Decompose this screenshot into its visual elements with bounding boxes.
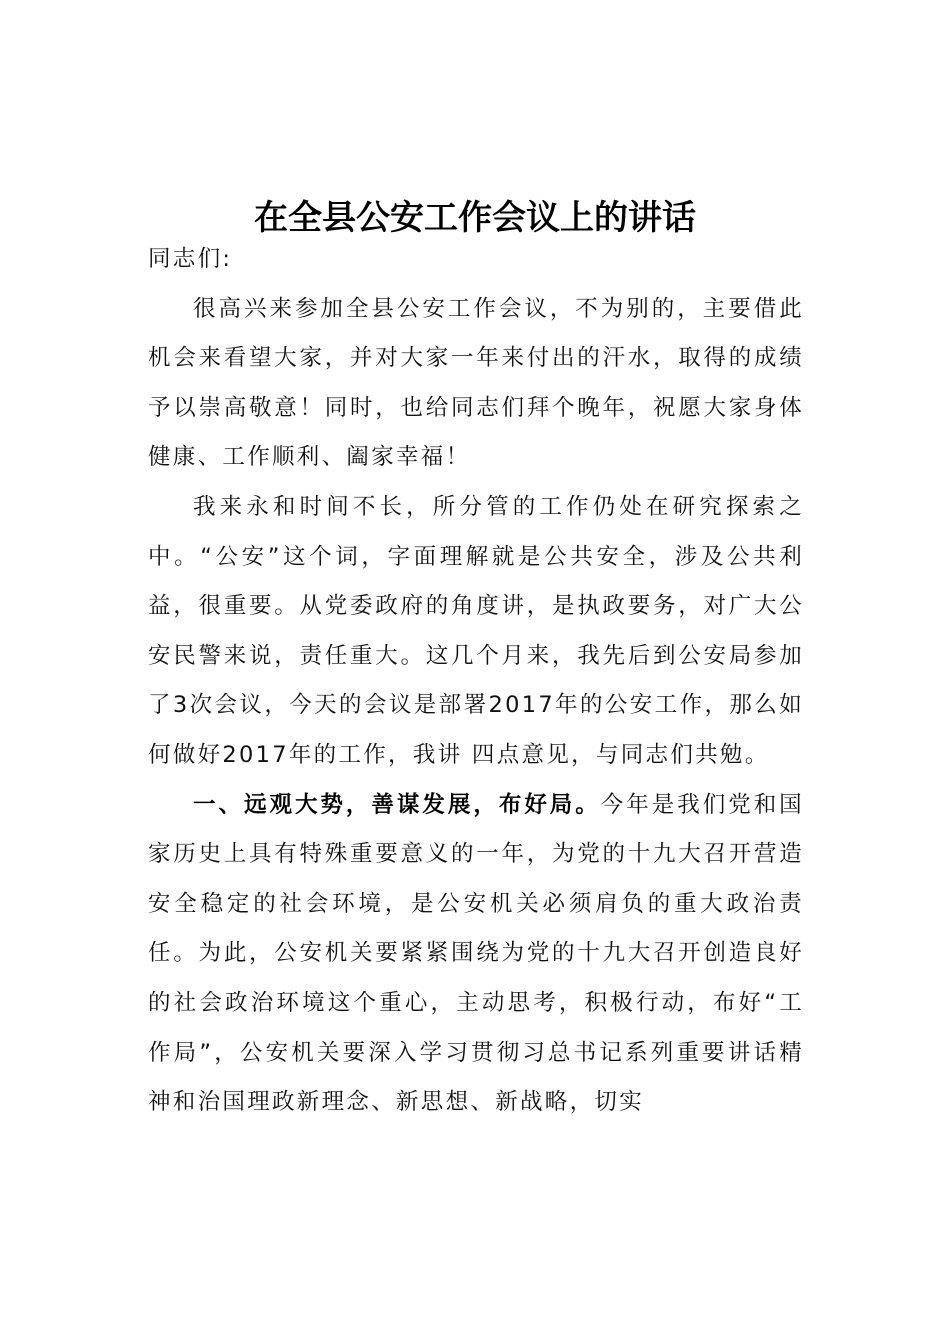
section-one-heading: 一、远观大势，善谋发展，布好局。: [193, 791, 601, 818]
section-one-text: 今年是我们党和国家历史上具有特殊重要意义的一年，为党的十九大召开营造安全稳定的社会环境，是公安机关必须肩负的重大政治责任。为此，公安机关要紧紧围绕为党的十九大召开创造良好的社会政治环境这个重心，主动思考，积极行动，布好“工作局”，公安机关要深入学习贯彻习总书记系列重要讲话精神和治国理政新理念、新思想、新战略，切实: [148, 791, 804, 1116]
document-body: [148, 235, 804, 1128]
paragraph-section-one: [148, 781, 804, 1128]
paragraph-greeting: 很高兴来参加全县公安工作会议，不为别的，主要借此机会来看望大家，并对大家一年来付出的汗水，取得的成绩予以崇高敬意！同时，也给同志们拜个晚年，祝愿大家身体健康、工作顺利、阖家幸福！: [148, 295, 804, 471]
document-title: 在全县公安工作会议上的讲话: [254, 198, 696, 238]
paragraph-introduction: 我来永和时间不长，所分管的工作仍处在研究探索之中。“公安”这个词，字面理解就是公共安全，涉及公共利益，很重要。从党委政府的角度讲，是执政要务，对广大公安民警来说，责任重大。这几个月来，我先后到公安局参加了3次会议，今天的会议是部署2017年的公安工作，那么如何做好2017年的工作，我讲 四点意见，与同志们共勉。: [148, 493, 804, 768]
salutation: 同志们:: [148, 246, 233, 272]
